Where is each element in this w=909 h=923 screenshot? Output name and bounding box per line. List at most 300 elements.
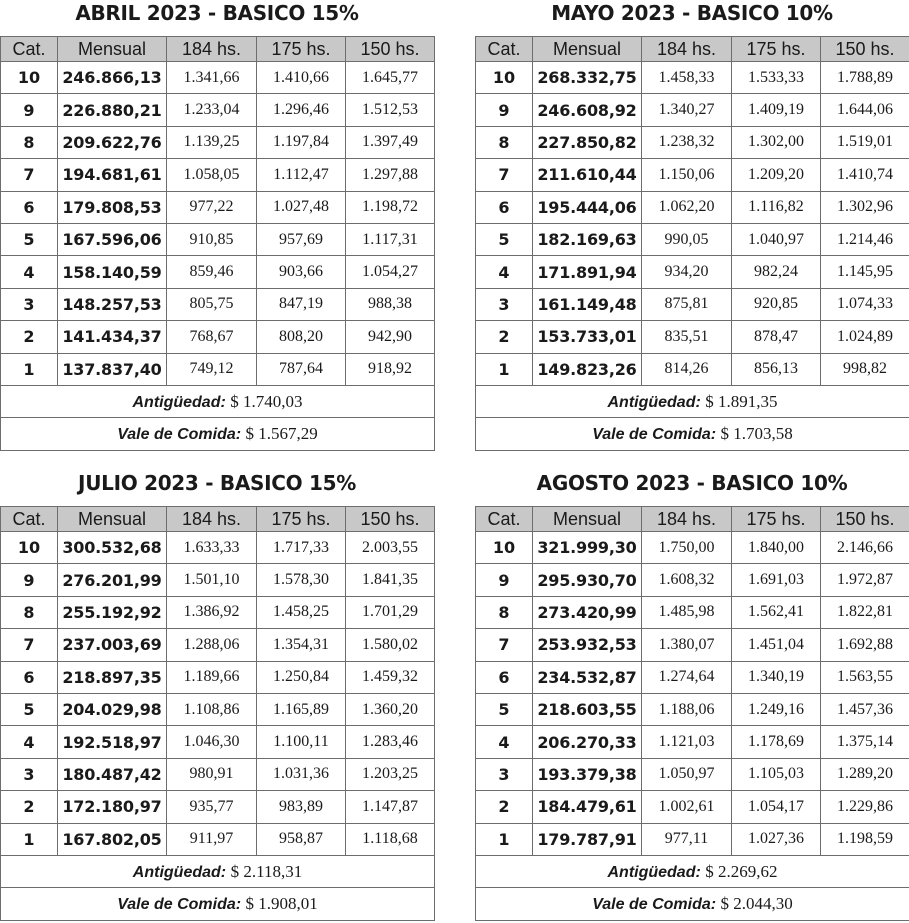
hourly-cell: 1.386,92 — [167, 596, 257, 628]
category-cell: 1 — [476, 823, 533, 855]
category-cell: 10 — [476, 532, 533, 564]
vale-amount: $ 1.908,01 — [245, 893, 318, 913]
table-row — [476, 629, 909, 661]
table-row — [1, 823, 435, 855]
hourly-cell: 1.788,89 — [821, 62, 909, 94]
hourly-cell: 1.644,06 — [821, 94, 909, 126]
table-row — [476, 62, 909, 94]
table-row — [476, 353, 909, 385]
hourly-cell: 1.027,36 — [732, 823, 821, 855]
hourly-cell: 1.608,32 — [642, 564, 732, 596]
table-row — [476, 758, 909, 790]
monthly-cell: 158.140,59 — [58, 256, 167, 288]
hourly-cell: 911,97 — [167, 823, 257, 855]
hourly-cell: 1.150,06 — [642, 159, 732, 191]
hourly-cell: 918,92 — [346, 353, 435, 385]
hourly-cell: 1.105,03 — [732, 758, 821, 790]
panel-title: MAYO 2023 - BASICO 10% — [551, 1, 833, 25]
hourly-cell: 1.972,87 — [821, 564, 909, 596]
monthly-cell: 211.610,44 — [533, 159, 642, 191]
antiguedad-amount: $ 2.269,62 — [705, 861, 778, 881]
category-cell: 10 — [1, 532, 58, 564]
column-header: 150 hs. — [346, 507, 435, 532]
hourly-cell: 1.188,06 — [642, 693, 732, 725]
category-cell: 8 — [476, 596, 533, 628]
table-row — [476, 791, 909, 823]
vale-row — [1, 418, 435, 450]
hourly-cell: 1.375,14 — [821, 726, 909, 758]
column-header: 184 hs. — [167, 37, 257, 62]
hourly-cell: 1.501,10 — [167, 564, 257, 596]
category-cell: 1 — [1, 823, 58, 855]
hourly-cell: 847,19 — [257, 288, 346, 320]
monthly-cell: 137.837,40 — [58, 353, 167, 385]
hourly-cell: 1.410,74 — [821, 159, 909, 191]
monthly-cell: 276.201,99 — [58, 564, 167, 596]
table-row — [476, 726, 909, 758]
monthly-cell: 167.596,06 — [58, 223, 167, 255]
category-cell: 6 — [1, 191, 58, 223]
monthly-cell: 218.603,55 — [533, 693, 642, 725]
column-header: 184 hs. — [642, 37, 732, 62]
hourly-cell: 814,26 — [642, 353, 732, 385]
hourly-cell: 1.250,84 — [257, 661, 346, 693]
hourly-cell: 805,75 — [167, 288, 257, 320]
hourly-cell: 1.457,36 — [821, 693, 909, 725]
monthly-cell: 179.808,53 — [58, 191, 167, 223]
hourly-cell: 1.209,20 — [732, 159, 821, 191]
hourly-cell: 1.145,95 — [821, 256, 909, 288]
hourly-cell: 1.533,33 — [732, 62, 821, 94]
header-row — [1, 507, 435, 532]
hourly-cell: 878,47 — [732, 321, 821, 353]
monthly-cell: 206.270,33 — [533, 726, 642, 758]
header-row — [1, 37, 435, 62]
hourly-cell: 2.003,55 — [346, 532, 435, 564]
hourly-cell: 1.302,00 — [732, 126, 821, 158]
panel-agosto — [475, 470, 909, 921]
category-cell: 4 — [1, 726, 58, 758]
hourly-cell: 1.459,32 — [346, 661, 435, 693]
hourly-cell: 1.054,27 — [346, 256, 435, 288]
column-header: Mensual — [58, 37, 167, 62]
monthly-cell: 153.733,01 — [533, 321, 642, 353]
monthly-cell: 193.379,38 — [533, 758, 642, 790]
hourly-cell: 977,22 — [167, 191, 257, 223]
monthly-cell: 179.787,91 — [533, 823, 642, 855]
salary-table — [475, 506, 909, 921]
antiguedad-row-cell — [476, 855, 909, 887]
table-row — [1, 126, 435, 158]
column-header: Cat. — [1, 37, 58, 62]
monthly-cell: 195.444,06 — [533, 191, 642, 223]
hourly-cell: 1.841,35 — [346, 564, 435, 596]
column-header: 150 hs. — [821, 37, 909, 62]
header-row — [476, 507, 909, 532]
table-row — [476, 256, 909, 288]
hourly-cell: 1.750,00 — [642, 532, 732, 564]
vale-row — [476, 418, 909, 450]
hourly-cell: 1.340,27 — [642, 94, 732, 126]
table-row — [1, 564, 435, 596]
category-cell: 5 — [1, 693, 58, 725]
hourly-cell: 1.046,30 — [167, 726, 257, 758]
monthly-cell: 234.532,87 — [533, 661, 642, 693]
category-cell: 10 — [1, 62, 58, 94]
category-cell: 8 — [1, 126, 58, 158]
hourly-cell: 1.485,98 — [642, 596, 732, 628]
category-cell: 8 — [476, 126, 533, 158]
hourly-cell: 1.822,81 — [821, 596, 909, 628]
hourly-cell: 1.058,05 — [167, 159, 257, 191]
table-row — [1, 223, 435, 255]
hourly-cell: 835,51 — [642, 321, 732, 353]
hourly-cell: 1.062,20 — [642, 191, 732, 223]
hourly-cell: 942,90 — [346, 321, 435, 353]
category-cell: 3 — [1, 288, 58, 320]
hourly-cell: 1.397,49 — [346, 126, 435, 158]
column-header: Mensual — [58, 507, 167, 532]
table-row — [1, 159, 435, 191]
hourly-cell: 1.197,84 — [257, 126, 346, 158]
hourly-cell: 903,66 — [257, 256, 346, 288]
table-row — [476, 191, 909, 223]
hourly-cell: 1.050,97 — [642, 758, 732, 790]
monthly-cell: 194.681,61 — [58, 159, 167, 191]
vale-label: Vale de Comida: — [592, 895, 717, 913]
hourly-cell: 1.717,33 — [257, 532, 346, 564]
vale-amount: $ 2.044,30 — [720, 893, 793, 913]
column-header: 175 hs. — [732, 507, 821, 532]
hourly-cell: 1.410,66 — [257, 62, 346, 94]
category-cell: 9 — [1, 564, 58, 596]
table-row — [1, 62, 435, 94]
hourly-cell: 1.214,46 — [821, 223, 909, 255]
antiguedad-amount: $ 2.118,31 — [230, 861, 303, 881]
hourly-cell: 958,87 — [257, 823, 346, 855]
monthly-cell: 246.608,92 — [533, 94, 642, 126]
monthly-cell: 295.930,70 — [533, 564, 642, 596]
table-row — [1, 353, 435, 385]
panel-mayo — [475, 0, 909, 451]
monthly-cell: 149.823,26 — [533, 353, 642, 385]
category-cell: 2 — [1, 321, 58, 353]
column-header: 175 hs. — [257, 37, 346, 62]
monthly-cell: 321.999,30 — [533, 532, 642, 564]
monthly-cell: 218.897,35 — [58, 661, 167, 693]
category-cell: 4 — [1, 256, 58, 288]
table-row — [1, 288, 435, 320]
hourly-cell: 1.296,46 — [257, 94, 346, 126]
hourly-cell: 1.117,31 — [346, 223, 435, 255]
hourly-cell: 1.074,33 — [821, 288, 909, 320]
monthly-cell: 227.850,82 — [533, 126, 642, 158]
hourly-cell: 856,13 — [732, 353, 821, 385]
vale-amount: $ 1.567,29 — [245, 423, 318, 443]
monthly-cell: 141.434,37 — [58, 321, 167, 353]
table-row — [1, 532, 435, 564]
table-row — [476, 94, 909, 126]
hourly-cell: 1.297,88 — [346, 159, 435, 191]
category-cell: 7 — [1, 629, 58, 661]
hourly-cell: 1.633,33 — [167, 532, 257, 564]
vale-label: Vale de Comida: — [117, 425, 242, 443]
monthly-cell: 180.487,42 — [58, 758, 167, 790]
antiguedad-row — [476, 855, 909, 887]
column-header: Mensual — [533, 507, 642, 532]
column-header: 150 hs. — [821, 507, 909, 532]
monthly-cell: 184.479,61 — [533, 791, 642, 823]
table-row — [476, 321, 909, 353]
monthly-cell: 204.029,98 — [58, 693, 167, 725]
table-row — [1, 256, 435, 288]
salary-table — [475, 36, 909, 451]
table-row — [476, 823, 909, 855]
hourly-cell: 1.283,46 — [346, 726, 435, 758]
hourly-cell: 1.645,77 — [346, 62, 435, 94]
hourly-cell: 1.198,59 — [821, 823, 909, 855]
monthly-cell: 237.003,69 — [58, 629, 167, 661]
panel-julio — [0, 470, 434, 921]
table-row — [476, 564, 909, 596]
hourly-cell: 1.249,16 — [732, 693, 821, 725]
antiguedad-row-cell — [476, 385, 909, 417]
column-header: Mensual — [533, 37, 642, 62]
category-cell: 1 — [1, 353, 58, 385]
hourly-cell: 1.100,11 — [257, 726, 346, 758]
category-cell: 5 — [1, 223, 58, 255]
vale-row-cell — [476, 888, 909, 920]
hourly-cell: 988,38 — [346, 288, 435, 320]
category-cell: 6 — [476, 191, 533, 223]
monthly-cell: 171.891,94 — [533, 256, 642, 288]
antiguedad-amount: $ 1.740,03 — [230, 391, 303, 411]
antiguedad-row — [476, 385, 909, 417]
category-cell: 9 — [476, 564, 533, 596]
antiguedad-row-cell — [1, 855, 435, 887]
hourly-cell: 1.578,30 — [257, 564, 346, 596]
column-header: 150 hs. — [346, 37, 435, 62]
header-row — [476, 37, 909, 62]
table-row — [1, 758, 435, 790]
hourly-cell: 1.580,02 — [346, 629, 435, 661]
vale-row — [1, 888, 435, 920]
hourly-cell: 1.116,82 — [732, 191, 821, 223]
hourly-cell: 1.203,25 — [346, 758, 435, 790]
category-cell: 5 — [476, 693, 533, 725]
column-header: Cat. — [476, 507, 533, 532]
monthly-cell: 172.180,97 — [58, 791, 167, 823]
hourly-cell: 1.165,89 — [257, 693, 346, 725]
hourly-cell: 1.198,72 — [346, 191, 435, 223]
hourly-cell: 1.691,03 — [732, 564, 821, 596]
table-row — [1, 321, 435, 353]
category-cell: 4 — [476, 256, 533, 288]
hourly-cell: 859,46 — [167, 256, 257, 288]
vale-amount: $ 1.703,58 — [720, 423, 793, 443]
monthly-cell: 182.169,63 — [533, 223, 642, 255]
category-cell: 2 — [1, 791, 58, 823]
table-row — [476, 288, 909, 320]
hourly-cell: 1.563,55 — [821, 661, 909, 693]
category-cell: 7 — [476, 159, 533, 191]
monthly-cell: 192.518,97 — [58, 726, 167, 758]
table-row — [476, 661, 909, 693]
hourly-cell: 749,12 — [167, 353, 257, 385]
hourly-cell: 1.024,89 — [821, 321, 909, 353]
hourly-cell: 1.233,04 — [167, 94, 257, 126]
hourly-cell: 1.108,86 — [167, 693, 257, 725]
category-cell: 6 — [1, 661, 58, 693]
hourly-cell: 1.341,66 — [167, 62, 257, 94]
vale-label: Vale de Comida: — [117, 895, 242, 913]
monthly-cell: 300.532,68 — [58, 532, 167, 564]
category-cell: 3 — [476, 288, 533, 320]
table-row — [476, 223, 909, 255]
hourly-cell: 1.002,61 — [642, 791, 732, 823]
table-row — [476, 693, 909, 725]
hourly-cell: 1.519,01 — [821, 126, 909, 158]
hourly-cell: 1.118,68 — [346, 823, 435, 855]
hourly-cell: 808,20 — [257, 321, 346, 353]
hourly-cell: 998,82 — [821, 353, 909, 385]
category-cell: 6 — [476, 661, 533, 693]
column-header: Cat. — [1, 507, 58, 532]
hourly-cell: 1.139,25 — [167, 126, 257, 158]
antiguedad-label: Antigüedad: — [607, 393, 701, 411]
hourly-cell: 935,77 — [167, 791, 257, 823]
column-header: 184 hs. — [167, 507, 257, 532]
monthly-cell: 167.802,05 — [58, 823, 167, 855]
hourly-cell: 1.040,97 — [732, 223, 821, 255]
category-cell: 9 — [476, 94, 533, 126]
monthly-cell: 273.420,99 — [533, 596, 642, 628]
category-cell: 1 — [476, 353, 533, 385]
monthly-cell: 161.149,48 — [533, 288, 642, 320]
hourly-cell: 1.288,06 — [167, 629, 257, 661]
hourly-cell: 983,89 — [257, 791, 346, 823]
hourly-cell: 1.840,00 — [732, 532, 821, 564]
category-cell: 10 — [476, 62, 533, 94]
column-header: 184 hs. — [642, 507, 732, 532]
hourly-cell: 920,85 — [732, 288, 821, 320]
hourly-cell: 768,67 — [167, 321, 257, 353]
antiguedad-row — [1, 385, 435, 417]
hourly-cell: 1.701,29 — [346, 596, 435, 628]
hourly-cell: 1.031,36 — [257, 758, 346, 790]
hourly-cell: 1.189,66 — [167, 661, 257, 693]
hourly-cell: 957,69 — [257, 223, 346, 255]
hourly-cell: 990,05 — [642, 223, 732, 255]
hourly-cell: 977,11 — [642, 823, 732, 855]
antiguedad-label: Antigüedad: — [132, 863, 227, 881]
table-row — [476, 159, 909, 191]
hourly-cell: 1.512,53 — [346, 94, 435, 126]
panel-title: JULIO 2023 - BASICO 15% — [78, 471, 356, 495]
antiguedad-amount: $ 1.891,35 — [705, 391, 778, 411]
hourly-cell: 1.289,20 — [821, 758, 909, 790]
category-cell: 4 — [476, 726, 533, 758]
hourly-cell: 1.409,19 — [732, 94, 821, 126]
hourly-cell: 1.458,33 — [642, 62, 732, 94]
table-row — [476, 596, 909, 628]
category-cell: 2 — [476, 321, 533, 353]
table-row — [476, 532, 909, 564]
column-header: 175 hs. — [732, 37, 821, 62]
table-row — [1, 94, 435, 126]
monthly-cell: 246.866,13 — [58, 62, 167, 94]
hourly-cell: 1.121,03 — [642, 726, 732, 758]
panel-title: ABRIL 2023 - BASICO 15% — [75, 1, 359, 25]
hourly-cell: 1.229,86 — [821, 791, 909, 823]
category-cell: 9 — [1, 94, 58, 126]
hourly-cell: 787,64 — [257, 353, 346, 385]
hourly-cell: 875,81 — [642, 288, 732, 320]
hourly-cell: 1.458,25 — [257, 596, 346, 628]
hourly-cell: 1.451,04 — [732, 629, 821, 661]
vale-row — [476, 888, 909, 920]
table-row — [1, 191, 435, 223]
hourly-cell: 1.692,88 — [821, 629, 909, 661]
antiguedad-label: Antigüedad: — [132, 393, 226, 411]
hourly-cell: 1.054,17 — [732, 791, 821, 823]
hourly-cell: 982,24 — [732, 256, 821, 288]
hourly-cell: 1.238,32 — [642, 126, 732, 158]
hourly-cell: 1.178,69 — [732, 726, 821, 758]
monthly-cell: 226.880,21 — [58, 94, 167, 126]
vale-row-cell — [1, 418, 435, 450]
table-row — [1, 791, 435, 823]
hourly-cell: 1.274,64 — [642, 661, 732, 693]
table-row — [1, 693, 435, 725]
antiguedad-row-cell — [1, 385, 435, 417]
column-header: 175 hs. — [257, 507, 346, 532]
salary-table — [0, 506, 435, 921]
table-row — [1, 596, 435, 628]
category-cell: 7 — [476, 629, 533, 661]
monthly-cell: 268.332,75 — [533, 62, 642, 94]
salary-table — [0, 36, 435, 451]
monthly-cell: 209.622,76 — [58, 126, 167, 158]
category-cell: 2 — [476, 791, 533, 823]
panel-title: AGOSTO 2023 - BASICO 10% — [536, 471, 848, 495]
category-cell: 5 — [476, 223, 533, 255]
hourly-cell: 910,85 — [167, 223, 257, 255]
column-header: Cat. — [476, 37, 533, 62]
vale-row-cell — [476, 418, 909, 450]
vale-row-cell — [1, 888, 435, 920]
table-row — [1, 726, 435, 758]
category-cell: 8 — [1, 596, 58, 628]
monthly-cell: 253.932,53 — [533, 629, 642, 661]
hourly-cell: 1.360,20 — [346, 693, 435, 725]
hourly-cell: 980,91 — [167, 758, 257, 790]
hourly-cell: 1.340,19 — [732, 661, 821, 693]
antiguedad-row — [1, 855, 435, 887]
monthly-cell: 148.257,53 — [58, 288, 167, 320]
hourly-cell: 1.302,96 — [821, 191, 909, 223]
table-row — [1, 661, 435, 693]
hourly-cell: 934,20 — [642, 256, 732, 288]
hourly-cell: 1.354,31 — [257, 629, 346, 661]
category-cell: 7 — [1, 159, 58, 191]
hourly-cell: 1.027,48 — [257, 191, 346, 223]
table-row — [476, 126, 909, 158]
monthly-cell: 255.192,92 — [58, 596, 167, 628]
table-row — [1, 629, 435, 661]
hourly-cell: 1.562,41 — [732, 596, 821, 628]
antiguedad-label: Antigüedad: — [607, 863, 701, 881]
